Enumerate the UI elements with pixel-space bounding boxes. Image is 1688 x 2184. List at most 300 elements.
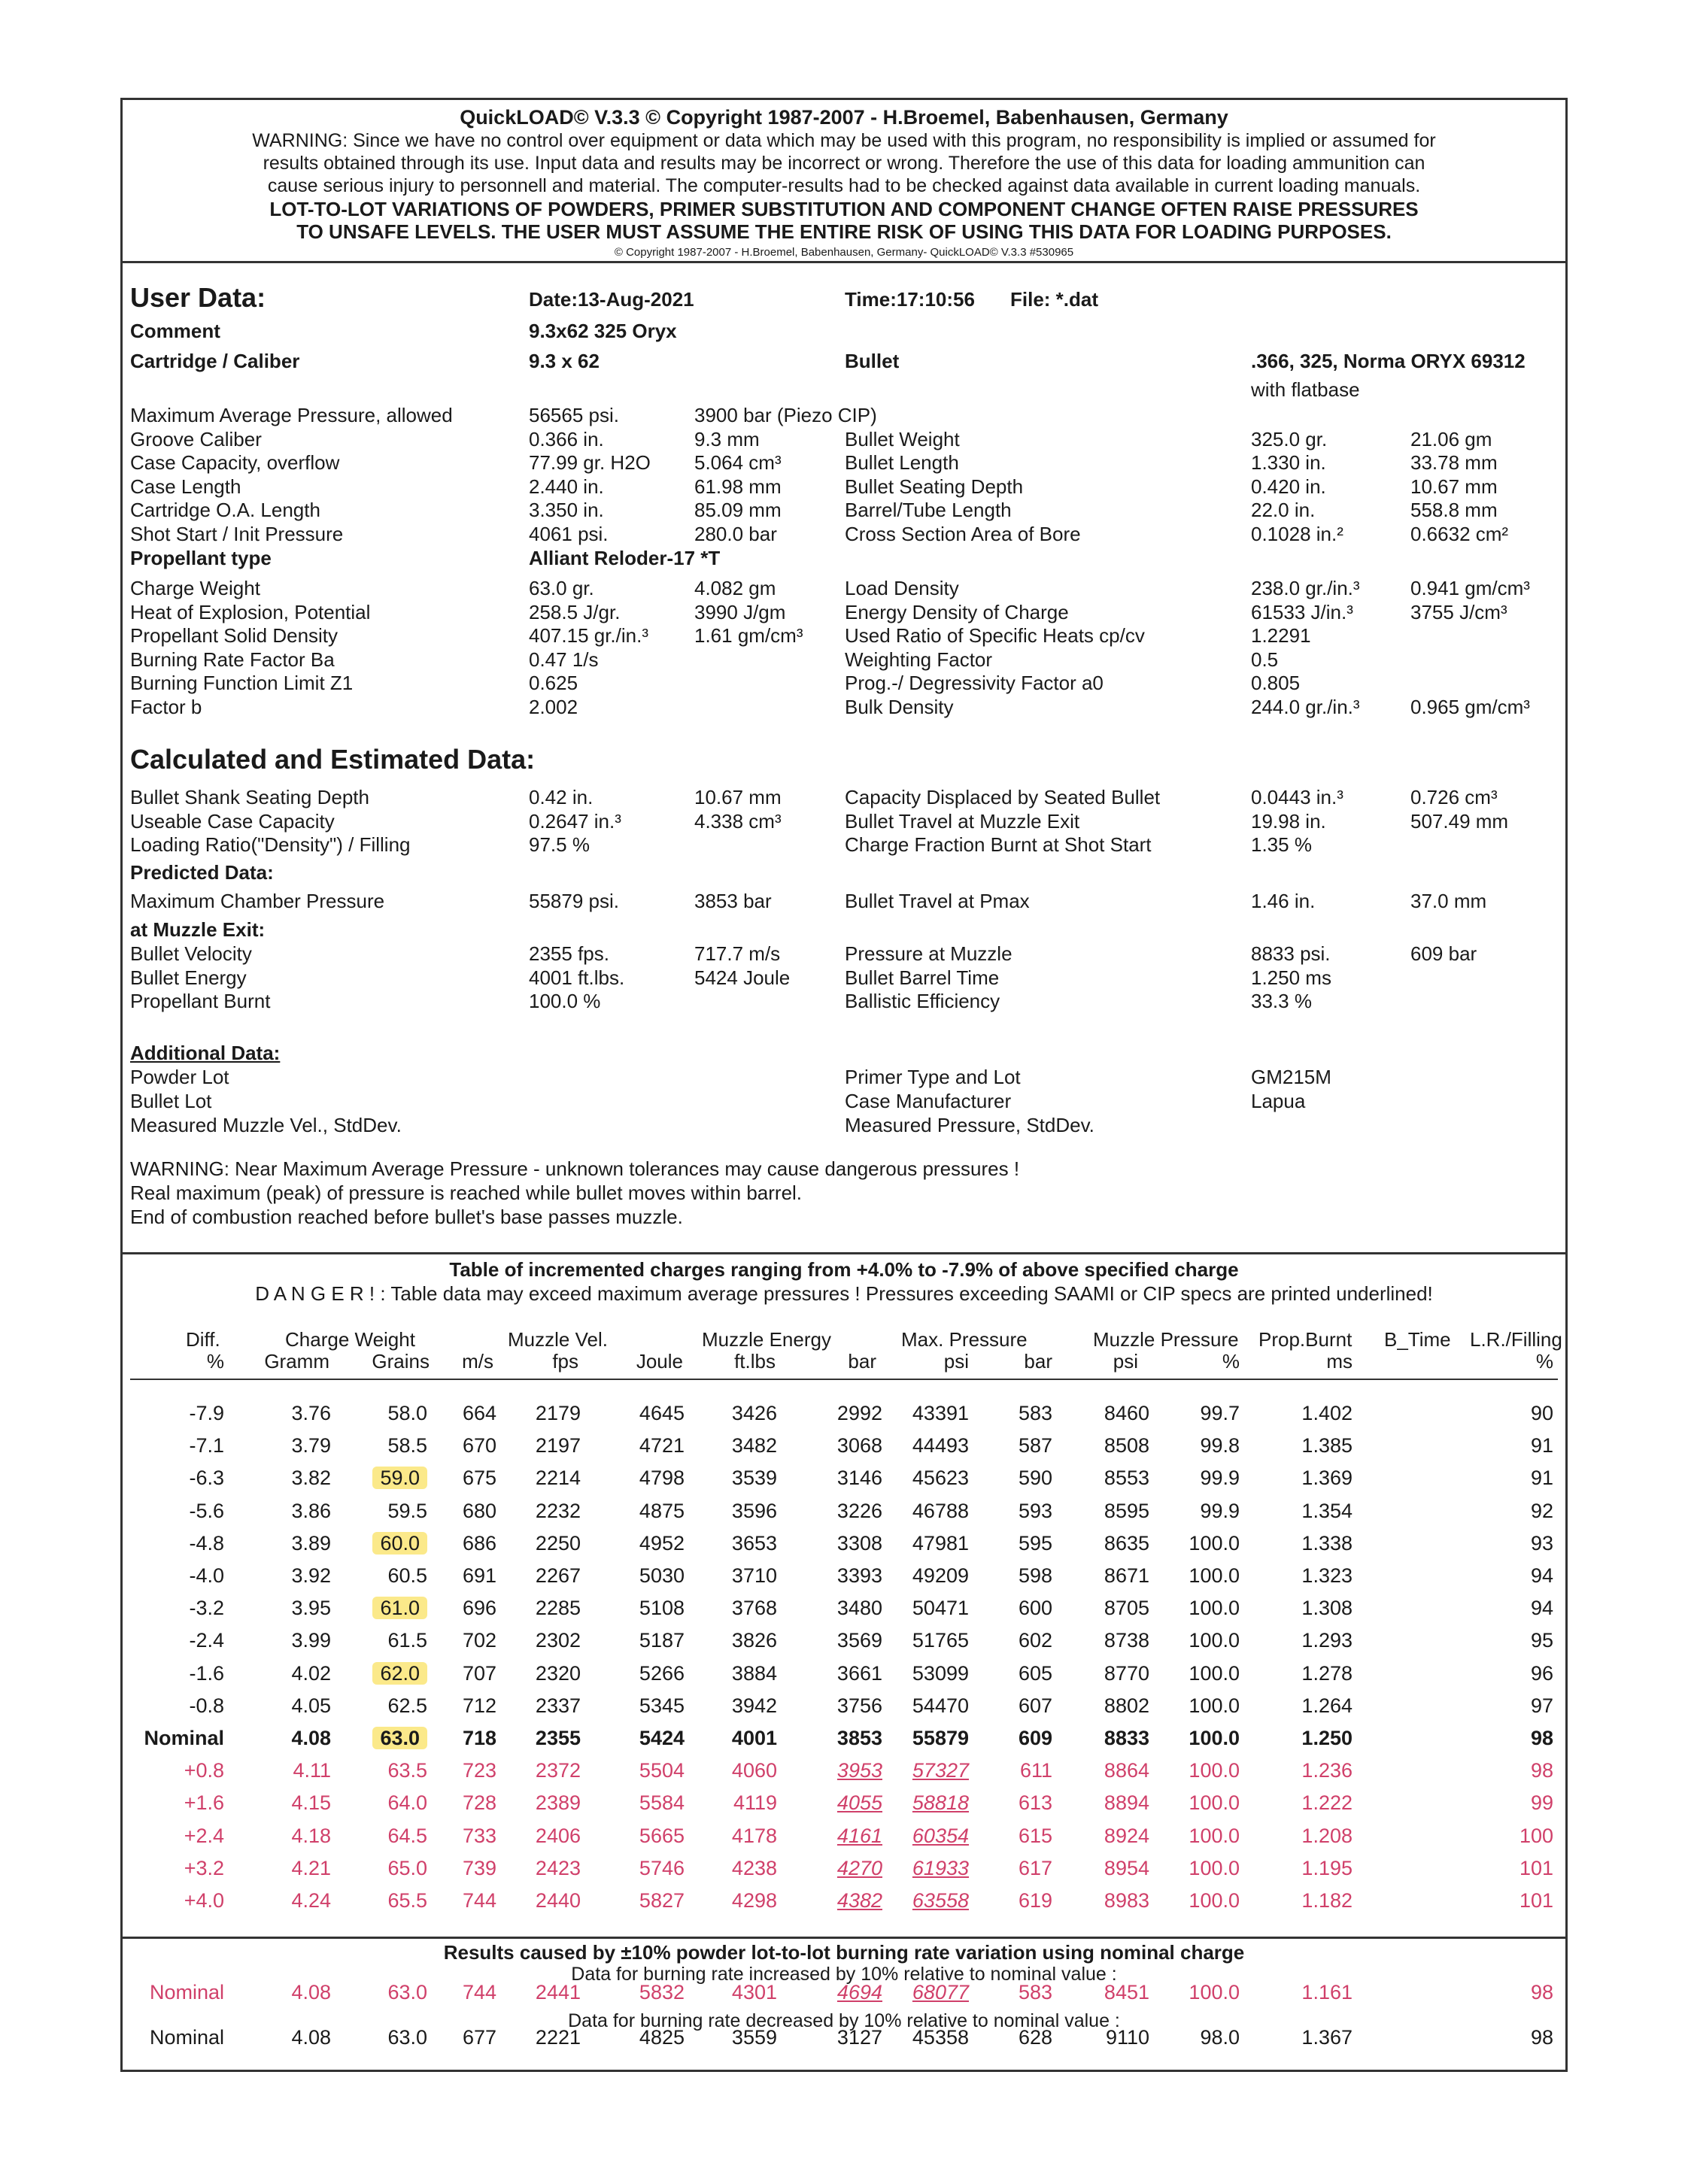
user-param-value: 56565 psi. [529, 404, 619, 426]
cell-bar: 3569 [836, 1629, 882, 1652]
user-param-label: Shot Start / Init Pressure [130, 522, 344, 545]
table-row [123, 1528, 1570, 1558]
cell-btime: 1.278 [1301, 1661, 1353, 1685]
cell-bar: 3756 [836, 1694, 882, 1717]
user-param-value-alt: 5.064 cm³ [694, 451, 782, 474]
cell-grains: 59.5 [387, 1499, 427, 1522]
cell-joule: 5827 [639, 1889, 685, 1912]
cell-ftlbs: 3539 [731, 1467, 777, 1490]
case-mfr-label: Case Manufacturer [845, 1090, 1012, 1112]
cell-btime: 1.369 [1301, 1467, 1353, 1490]
propellant-param-label: Burning Function Limit Z1 [130, 672, 354, 694]
cell-psi: 44493 [912, 1434, 969, 1458]
cell-gramm: 4.11 [293, 1759, 331, 1782]
cell-gramm: 3.95 [291, 1597, 331, 1620]
table-row [123, 1496, 1570, 1526]
calc-param-right-label: Charge Fraction Burnt at Shot Start [845, 833, 1152, 856]
cell-muzzle-psi: 8508 [1104, 1434, 1149, 1458]
bullet-param-value: 325.0 gr. [1251, 427, 1328, 450]
load-param-label: Bulk Density [845, 695, 954, 718]
bullet-param-value: 0.1028 in.² [1251, 522, 1343, 545]
th-sub-muzzle-psi: psi [1113, 1350, 1138, 1373]
muzzle-param-value: 100.0 % [529, 990, 601, 1012]
cell-burnt: 100.0 [1189, 1824, 1240, 1847]
cell-psi: 54470 [912, 1694, 969, 1717]
cell-ftlbs: 3768 [731, 1597, 777, 1620]
cell-ftlbs: 3482 [731, 1434, 777, 1458]
cell-btime: 1.182 [1301, 1889, 1353, 1912]
cell-btime: 1.222 [1301, 1791, 1353, 1815]
cell-ms: 728 [462, 1791, 496, 1815]
calc-param-value-alt: 10.67 mm [694, 786, 782, 808]
bullet-param-value-alt: 0.6632 cm² [1410, 522, 1509, 545]
cell-diff: -7.1 [189, 1434, 224, 1458]
th-energy: Muzzle Energy [702, 1328, 831, 1351]
cell-diff: -4.8 [189, 1531, 224, 1555]
propellant-param-value: 258.5 J/gr. [529, 600, 621, 623]
cell-psi: 51765 [912, 1629, 969, 1652]
cell-ms: 718 [462, 1727, 496, 1749]
th-sub-ftlbs: ft.lbs [734, 1350, 776, 1373]
cell-gramm: 3.92 [291, 1564, 331, 1587]
table-row [123, 1430, 1570, 1461]
calc-param-label: Loading Ratio("Density") / Filling [130, 833, 411, 856]
th-btime: B_Time [1384, 1328, 1451, 1351]
cell-gramm: 3.76 [291, 1402, 331, 1424]
cell-joule: 5424 [639, 1727, 685, 1749]
cell-ftlbs: 3596 [731, 1499, 777, 1522]
propellant-label: Propellant type [130, 547, 272, 569]
load-param-label: Energy Density of Charge [845, 600, 1069, 623]
travel-pmax-mm: 37.0 mm [1410, 890, 1487, 912]
cell-ms: 696 [462, 1597, 496, 1620]
load-param-value: 61533 J/in.³ [1251, 600, 1353, 623]
cell-grains: 58.5 [387, 1434, 427, 1458]
cell-ftlbs: 4001 [731, 1727, 777, 1749]
cell-joule: 4645 [639, 1402, 685, 1424]
th-charge: Charge Weight [285, 1328, 415, 1351]
table-row [123, 1593, 1570, 1623]
cell-psi: 61933 [912, 1856, 969, 1879]
cell-btime: 1.385 [1301, 1434, 1353, 1458]
cell-joule: 5665 [639, 1824, 685, 1847]
cell-burnt: 100.0 [1189, 1981, 1240, 2004]
cell-btime: 1.264 [1301, 1694, 1353, 1717]
quickload-report [120, 98, 1568, 2072]
cell-psi: 45623 [912, 1467, 969, 1490]
cell-psi: 46788 [912, 1499, 969, 1522]
table-row [123, 1691, 1570, 1721]
th-sub-psi: psi [943, 1350, 969, 1373]
decreased-label: Data for burning rate decreased by 10% relative to nominal value : [568, 2010, 1120, 2031]
cell-joule: 4825 [639, 2026, 685, 2049]
mcp-label: Maximum Chamber Pressure [130, 890, 385, 912]
cell-bar: 3127 [836, 2026, 882, 2049]
bullet-label: Bullet [845, 350, 900, 372]
bullet-param-value-alt: 21.06 gm [1410, 427, 1492, 450]
load-param-value-alt: 0.941 gm/cm³ [1410, 577, 1530, 599]
caps-warning-1: LOT-TO-LOT VARIATIONS OF POWDERS, PRIMER SUBSTITUTION AND COMPONENT CHANGE OFTEN RAISE PRESSURES [269, 198, 1419, 220]
cell-btime: 1.250 [1301, 1727, 1353, 1749]
cell-ftlbs: 3710 [731, 1564, 777, 1587]
table-row [123, 1398, 1570, 1428]
increased-label: Data for burning rate increased by 10% relative to nominal value : [571, 1964, 1117, 1985]
cell-psi: 57327 [912, 1759, 969, 1782]
cell-grains: 58.0 [387, 1402, 427, 1424]
propellant-param-label: Propellant Solid Density [130, 624, 339, 647]
cell-joule: 4875 [639, 1499, 685, 1522]
cell-grains: 63.5 [387, 1759, 427, 1782]
cell-bar: 4055 [836, 1791, 882, 1815]
cell-gramm: 4.08 [291, 1981, 331, 2004]
cell-psi: 49209 [912, 1564, 969, 1587]
cell-diff: -0.8 [189, 1694, 224, 1717]
cell-grains: 62.0 [292, 1658, 427, 1688]
cell-btime: 1.367 [1301, 2026, 1353, 2049]
cell-gramm: 4.05 [291, 1694, 331, 1717]
cell-gramm: 4.08 [291, 1727, 331, 1749]
measured-vel-label: Measured Muzzle Vel., StdDev. [130, 1114, 402, 1136]
cell-muzzle-bar: 611 [1019, 1759, 1052, 1782]
load-param-value-alt: 0.965 gm/cm³ [1410, 695, 1530, 718]
cell-fill: 101 [1519, 1856, 1553, 1879]
cell-burnt: 99.7 [1200, 1402, 1240, 1424]
cell-fill: 91 [1530, 1434, 1553, 1458]
predicted-label: Predicted Data: [130, 861, 274, 884]
cell-joule: 4798 [639, 1467, 685, 1490]
cell-ms: 675 [462, 1467, 496, 1490]
cell-bar: 3146 [836, 1467, 882, 1490]
cell-ftlbs: 4060 [731, 1759, 777, 1782]
calc-param-label: Bullet Shank Seating Depth [130, 786, 369, 808]
cell-fps: 2389 [535, 1791, 581, 1815]
cell-ftlbs: 3426 [731, 1402, 777, 1424]
user-param-value-alt: 9.3 mm [694, 427, 760, 450]
cell-psi: 50471 [912, 1597, 969, 1620]
calc-param-label: Useable Case Capacity [130, 809, 335, 833]
calculated-heading: Calculated and Estimated Data: [130, 744, 536, 775]
cell-grains: 63.0 [292, 1723, 427, 1753]
cell-bar: 3308 [836, 1531, 882, 1555]
cell-fps: 2372 [535, 1759, 581, 1782]
cell-ftlbs: 3884 [731, 1661, 777, 1685]
cell-gramm: 4.21 [291, 1856, 331, 1879]
muzzle-param-value: 4001 ft.lbs. [529, 966, 625, 989]
cell-btime: 1.195 [1301, 1856, 1353, 1879]
table-row [123, 1853, 1570, 1883]
cell-btime: 1.338 [1301, 1531, 1353, 1555]
user-param-value-alt: 61.98 mm [694, 475, 782, 498]
increased-burn-row [123, 1977, 1570, 2007]
mcp-psi: 55879 psi. [529, 890, 619, 912]
cell-fps: 2285 [535, 1597, 581, 1620]
cell-psi: 63558 [912, 1889, 969, 1912]
cell-fps: 2267 [535, 1564, 581, 1587]
bullet-param-value-alt: 33.78 mm [1410, 451, 1498, 474]
cell-muzzle-bar: 590 [1018, 1467, 1052, 1490]
cell-muzzle-bar: 595 [1018, 1531, 1052, 1555]
cell-psi: 55879 [912, 1727, 969, 1749]
cell-joule: 5266 [639, 1661, 685, 1685]
cell-bar: 3068 [836, 1434, 882, 1458]
cell-muzzle-psi: 8738 [1104, 1629, 1149, 1652]
cell-ms: 707 [462, 1661, 496, 1685]
th-sub-fps: fps [552, 1350, 578, 1373]
cell-fill: 91 [1530, 1467, 1553, 1490]
th-sub-btime: ms [1326, 1350, 1353, 1373]
bullet-lot-label: Bullet Lot [130, 1090, 212, 1112]
calc-param-right-value: 19.98 in. [1251, 809, 1326, 833]
cell-ms: 691 [462, 1564, 496, 1587]
cell-gramm: 3.82 [291, 1467, 331, 1490]
table-row [123, 1723, 1570, 1753]
variation-title: Results caused by ±10% powder lot-to-lot burning rate variation using nominal charge [443, 1941, 1245, 1964]
cell-grains: 61.5 [387, 1629, 427, 1652]
bullet-param-label: Bullet Seating Depth [845, 475, 1024, 498]
cell-fill: 94 [1530, 1564, 1553, 1587]
calc-param-value-alt: 4.338 cm³ [694, 809, 782, 833]
variation-divider [123, 1937, 1565, 1939]
muzzle-param-right-label: Ballistic Efficiency [845, 990, 1000, 1012]
propellant-param-label: Burning Rate Factor Ba [130, 648, 335, 671]
cell-bar: 4382 [836, 1889, 882, 1912]
cell-grains: 64.0 [387, 1791, 427, 1815]
user-param-value: 0.366 in. [529, 427, 604, 450]
cell-muzzle-psi: 8460 [1104, 1402, 1149, 1424]
cell-burnt: 99.9 [1200, 1499, 1240, 1522]
calc-param-value: 0.42 in. [529, 786, 594, 808]
cell-burnt: 100.0 [1189, 1531, 1240, 1555]
table-title: Table of incremented charges ranging from +4.0% to -7.9% of above specified charge [449, 1258, 1239, 1281]
propellant-param-label: Charge Weight [130, 577, 260, 599]
copyright-small: © Copyright 1987-2007 - H.Broemel, Babenhausen, Germany- QuickLOAD© V.3.3 #530965 [614, 246, 1074, 259]
cell-muzzle-bar: 615 [1018, 1824, 1052, 1847]
cell-bar: 3661 [836, 1661, 882, 1685]
muzzle-param-right-label: Pressure at Muzzle [845, 942, 1012, 965]
calc-param-value: 97.5 % [529, 833, 590, 856]
cell-psi: 43391 [912, 1402, 969, 1424]
muzzle-param-label: Bullet Energy [130, 966, 247, 989]
bullet-subtext: with flatbase [1251, 378, 1360, 401]
cell-burnt: 100.0 [1189, 1694, 1240, 1717]
warning-combustion: End of combustion reached before bullet's base passes muzzle. [130, 1206, 683, 1228]
user-param-value: 3.350 in. [529, 499, 604, 521]
cell-psi: 60354 [912, 1824, 969, 1847]
load-param-value: 0.805 [1251, 672, 1301, 694]
cell-diff: +2.4 [184, 1824, 224, 1847]
cartridge-label: Cartridge / Caliber [130, 350, 300, 372]
cell-diff: +1.6 [184, 1791, 224, 1815]
primer-label: Primer Type and Lot [845, 1066, 1021, 1088]
cell-ms: 677 [462, 2026, 496, 2049]
table-row [123, 1463, 1570, 1493]
user-param-label: Cartridge O.A. Length [130, 499, 320, 521]
cell-grains: 65.0 [387, 1856, 427, 1879]
cell-grains: 65.5 [387, 1889, 427, 1912]
cell-gramm: 4.24 [291, 1889, 331, 1912]
cell-fps: 2355 [535, 1727, 581, 1749]
cell-joule: 5030 [639, 1564, 685, 1587]
measured-pressure-label: Measured Pressure, StdDev. [845, 1114, 1094, 1136]
load-param-value: 0.5 [1251, 648, 1279, 671]
cell-ftlbs: 4238 [731, 1856, 777, 1879]
cell-diff: -7.9 [189, 1402, 224, 1424]
travel-pmax-label: Bullet Travel at Pmax [845, 890, 1030, 912]
cell-muzzle-psi: 8553 [1104, 1467, 1149, 1490]
cell-btime: 1.161 [1301, 1981, 1353, 2004]
cell-fps: 2214 [535, 1467, 581, 1490]
cell-joule: 5108 [639, 1597, 685, 1620]
cell-bar: 2992 [836, 1402, 882, 1424]
table-row [123, 1821, 1570, 1851]
travel-pmax-in: 1.46 in. [1251, 890, 1316, 912]
user-param-value-alt: 3900 bar (Piezo CIP) [694, 404, 877, 426]
bullet-value: .366, 325, Norma ORYX 69312 [1251, 350, 1526, 372]
cell-burnt: 100.0 [1189, 1629, 1240, 1652]
report-time: Time:17:10:56 [845, 288, 975, 311]
cell-ms: 670 [462, 1434, 496, 1458]
user-param-label: Case Length [130, 475, 241, 498]
cell-gramm: 4.08 [291, 2026, 331, 2049]
cell-psi: 58818 [912, 1791, 969, 1815]
bullet-param-label: Bullet Length [845, 451, 959, 474]
cell-burnt: 100.0 [1189, 1727, 1240, 1749]
cell-fill: 98 [1530, 1981, 1553, 2004]
cell-joule: 5746 [639, 1856, 685, 1879]
report-date: Date:13-Aug-2021 [529, 288, 694, 311]
propellant-param-value-alt: 1.61 gm/cm³ [694, 624, 803, 647]
cell-muzzle-psi: 8451 [1104, 1981, 1149, 2004]
th-fill: L.R./Filling [1470, 1328, 1562, 1351]
cell-muzzle-bar: 600 [1018, 1597, 1052, 1620]
cell-btime: 1.323 [1301, 1564, 1353, 1587]
cell-ms: 702 [462, 1629, 496, 1652]
cell-muzzle-psi: 8833 [1104, 1727, 1149, 1749]
bullet-param-value: 1.330 in. [1251, 451, 1326, 474]
user-param-value: 77.99 gr. H2O [529, 451, 651, 474]
muzzle-exit-label: at Muzzle Exit: [130, 918, 266, 941]
cell-gramm: 3.99 [291, 1629, 331, 1652]
muzzle-param-right-value: 33.3 % [1251, 990, 1312, 1012]
cell-muzzle-bar: 605 [1018, 1661, 1052, 1685]
cell-muzzle-psi: 8864 [1104, 1759, 1149, 1782]
cell-muzzle-bar: 583 [1018, 1402, 1052, 1424]
load-param-label: Used Ratio of Specific Heats cp/cv [845, 624, 1145, 647]
cell-fill: 98 [1530, 1759, 1553, 1782]
cell-burnt: 100.0 [1189, 1661, 1240, 1685]
cell-fill: 100 [1519, 1824, 1553, 1847]
cell-psi: 47981 [912, 1531, 969, 1555]
cell-psi: 53099 [912, 1661, 969, 1685]
th-sub-grains: Grains [372, 1350, 430, 1373]
cell-burnt: 99.8 [1200, 1434, 1240, 1458]
warning-line-1: WARNING: Since we have no control over equipment or data which may be used with this program, no responsibility is implied or assumed for [252, 130, 1436, 151]
calc-param-right-value: 1.35 % [1251, 833, 1312, 856]
cell-muzzle-psi: 8705 [1104, 1597, 1149, 1620]
calc-param-value: 0.2647 in.³ [529, 809, 621, 833]
propellant-param-label: Factor b [130, 695, 202, 718]
muzzle-param-value: 2355 fps. [529, 942, 609, 965]
th-pmax: Max. Pressure [901, 1328, 1028, 1351]
bullet-param-value-alt: 10.67 mm [1410, 475, 1498, 498]
th-sub-fill: % [1535, 1350, 1553, 1373]
cell-muzzle-psi: 8983 [1104, 1889, 1149, 1912]
cell-diff: -1.6 [189, 1661, 224, 1685]
cell-muzzle-psi: 8954 [1104, 1856, 1149, 1879]
th-sub-ms: m/s [462, 1350, 493, 1373]
propellant-param-label: Heat of Explosion, Potential [130, 600, 371, 623]
cell-fill: 98 [1530, 2026, 1553, 2049]
muzzle-param-label: Bullet Velocity [130, 942, 252, 965]
cell-diff: -5.6 [189, 1499, 224, 1522]
cell-gramm: 4.15 [291, 1791, 331, 1815]
cell-muzzle-bar: 607 [1018, 1694, 1052, 1717]
cell-fps: 2302 [535, 1629, 581, 1652]
cell-muzzle-psi: 8671 [1104, 1564, 1149, 1587]
cell-grains: 63.0 [387, 2026, 427, 2049]
cell-fps: 2440 [535, 1889, 581, 1912]
cell-muzzle-psi: 8595 [1104, 1499, 1149, 1522]
th-sub-burnt: % [1222, 1350, 1240, 1373]
cell-ftlbs: 3942 [731, 1694, 777, 1717]
cell-burnt: 100.0 [1189, 1564, 1240, 1587]
cell-fps: 2179 [535, 1402, 581, 1424]
muzzle-param-value-alt: 5424 Joule [694, 966, 791, 989]
cell-fill: 98 [1530, 1727, 1553, 1749]
cell-fill: 93 [1530, 1531, 1553, 1555]
cell-muzzle-psi: 8635 [1104, 1531, 1149, 1555]
cell-muzzle-psi: 8894 [1104, 1791, 1149, 1815]
cell-ftlbs: 4119 [733, 1791, 777, 1815]
th-diff: Diff. [186, 1328, 220, 1351]
cell-muzzle-psi: 8802 [1104, 1694, 1149, 1717]
th-sub-gramm: Gramm [264, 1350, 329, 1373]
cell-bar: 3853 [836, 1727, 882, 1749]
cell-gramm: 3.89 [291, 1531, 331, 1555]
cell-ftlbs: 3826 [731, 1629, 777, 1652]
caps-warning-2: TO UNSAFE LEVELS. THE USER MUST ASSUME THE ENTIRE RISK OF USING THIS DATA FOR LOADING PURPOSES. [296, 220, 1392, 243]
cell-muzzle-bar: 619 [1018, 1889, 1052, 1912]
th-sub-bar: bar [848, 1350, 876, 1373]
cell-grains: 60.5 [387, 1564, 427, 1587]
cell-psi: 68077 [912, 1981, 969, 2004]
calc-param-right-value-alt: 507.49 mm [1410, 809, 1509, 833]
table-row [123, 1561, 1570, 1591]
cell-burnt: 100.0 [1189, 1889, 1240, 1912]
cell-ms: 733 [462, 1824, 496, 1847]
cell-diff: +0.8 [184, 1759, 224, 1782]
cell-grains: 61.0 [292, 1593, 427, 1623]
cell-burnt: 98.0 [1200, 2026, 1240, 2049]
th-pmuz: Muzzle Pressure [1093, 1328, 1239, 1351]
user-param-value-alt: 280.0 bar [694, 522, 777, 545]
bullet-param-label: Bullet Weight [845, 427, 960, 450]
cell-bar: 4161 [836, 1824, 882, 1847]
cell-ms: 712 [462, 1694, 496, 1717]
cell-ftlbs: 3653 [731, 1531, 777, 1555]
bullet-param-label: Cross Section Area of Bore [845, 522, 1081, 545]
user-param-label: Maximum Average Pressure, allowed [130, 404, 453, 426]
calc-param-right-label: Capacity Displaced by Seated Bullet [845, 786, 1161, 808]
cell-fps: 2423 [535, 1856, 581, 1879]
user-param-value: 2.440 in. [529, 475, 604, 498]
cell-gramm: 3.79 [291, 1434, 331, 1458]
comment-label: Comment [130, 320, 220, 342]
table-row [123, 1625, 1570, 1655]
cell-muzzle-bar: 587 [1018, 1434, 1052, 1458]
load-param-label: Weighting Factor [845, 648, 993, 671]
cell-muzzle-bar: 602 [1018, 1629, 1052, 1652]
